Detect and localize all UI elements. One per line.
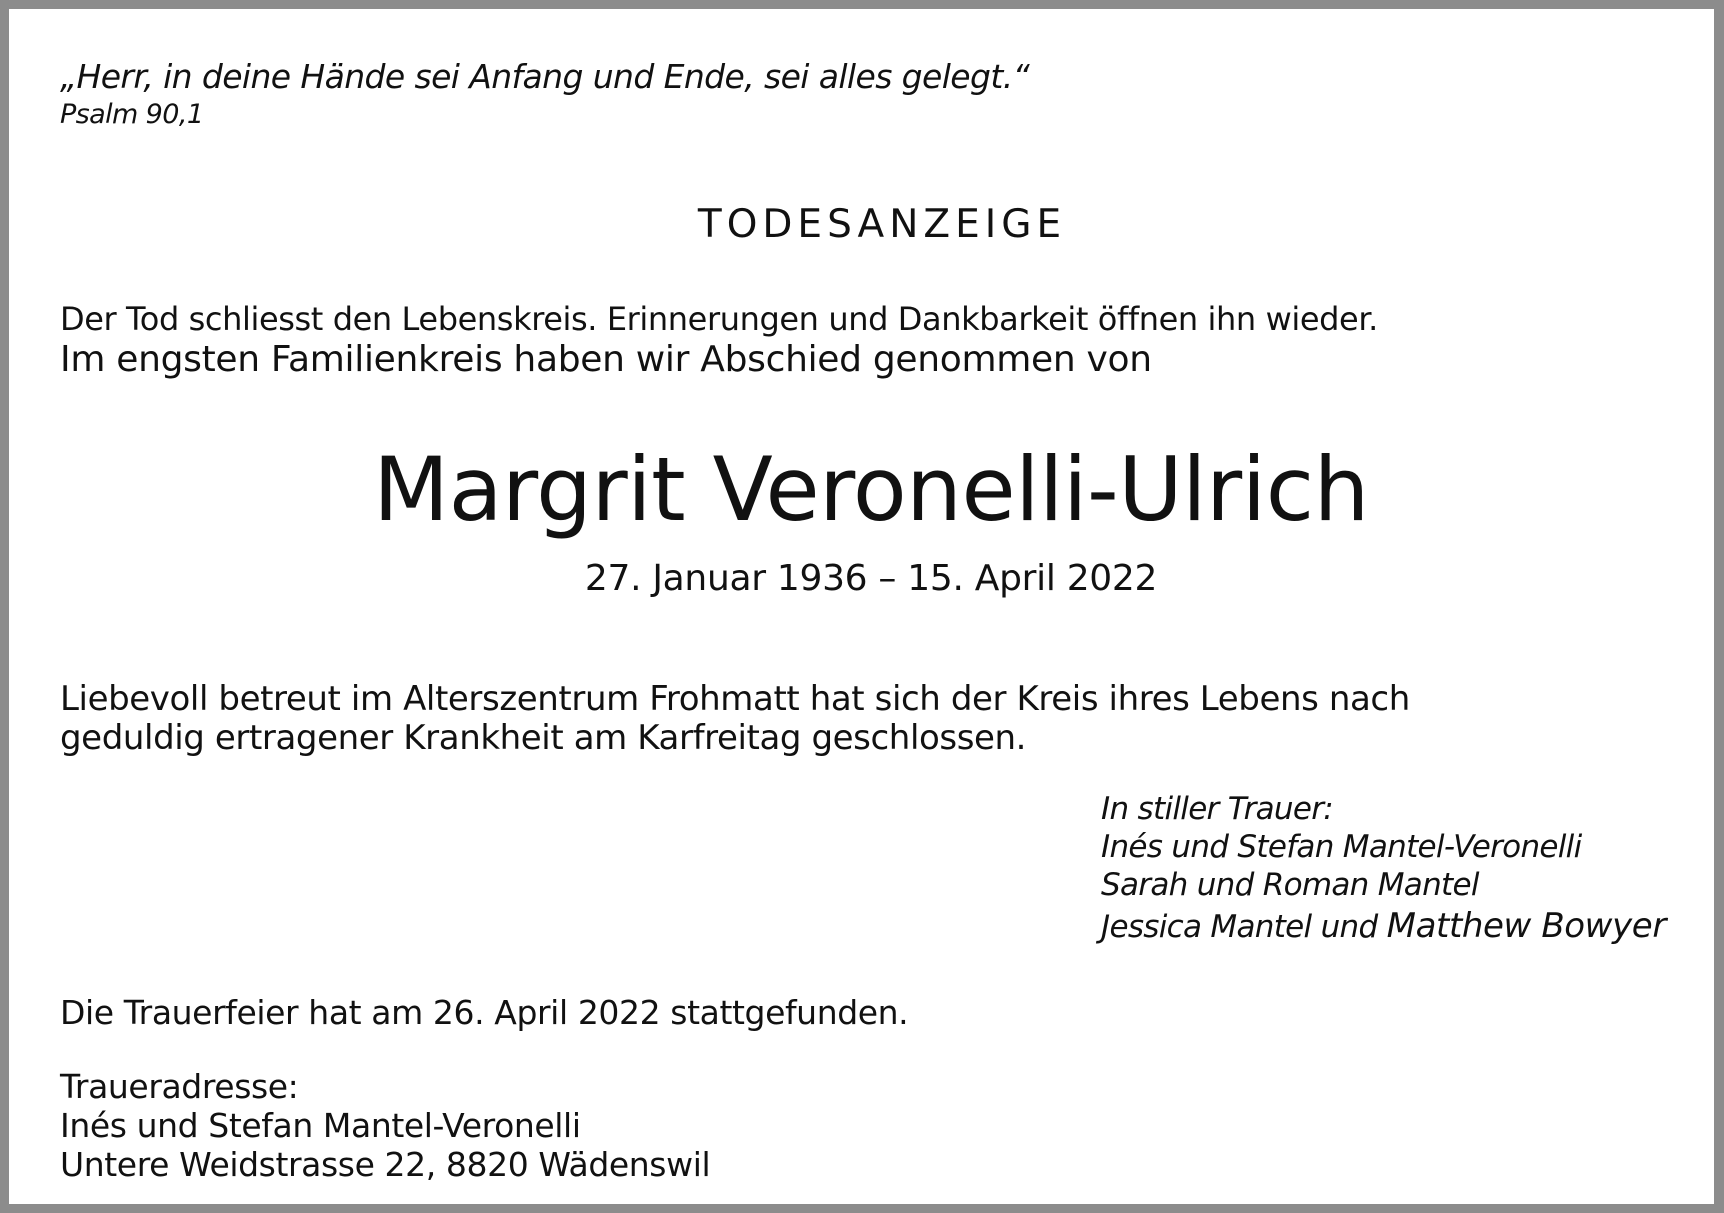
life-dates: 27. Januar 1936 – 15. April 2022 (584, 558, 1158, 599)
intro-line-1: Der Tod schliesst den Lebenskreis. Erinnerungen und Dankbarkeit öffnen ihn wieder. (60, 300, 1378, 338)
mourners-intro: In stiller Trauer: (1101, 791, 1334, 827)
intro-line-2: Im engsten Familienkreis haben wir Abschied genommen von (60, 339, 1152, 380)
body-line-1: Liebevoll betreut im Alterszentrum Frohmatt hat sich der Kreis ihres Lebens nach (60, 679, 1410, 719)
ceremony-info: Die Trauerfeier hat am 26. April 2022 stattgefunden. (60, 993, 909, 1032)
address-street: Untere Weidstrasse 22, 8820 Wädenswil (60, 1145, 711, 1184)
bible-quote: „Herr, in deine Hände sei Anfang und Ende, sei alles gelegt.“ (60, 57, 1030, 96)
mourner-line-2: Sarah und Roman Mantel (1101, 867, 1479, 903)
address-label: Traueradresse: (60, 1067, 299, 1106)
deceased-name: Margrit Veronelli-Ulrich (373, 438, 1369, 541)
mourner-line-3 (1101, 906, 1666, 946)
quote-source: Psalm 90,1 (60, 99, 204, 130)
notice-heading: TODESANZEIGE (697, 202, 1067, 247)
mourner-line-3-part-1: Jessica Mantel und (1101, 909, 1387, 945)
body-line-2: geduldig ertragener Krankheit am Karfreitag geschlossen. (60, 718, 1027, 758)
mourner-line-3-part-2: Matthew Bowyer (1386, 906, 1666, 946)
address-name: Inés und Stefan Mantel-Veronelli (60, 1106, 581, 1145)
mourner-line-1: Inés und Stefan Mantel-Veronelli (1101, 829, 1582, 865)
